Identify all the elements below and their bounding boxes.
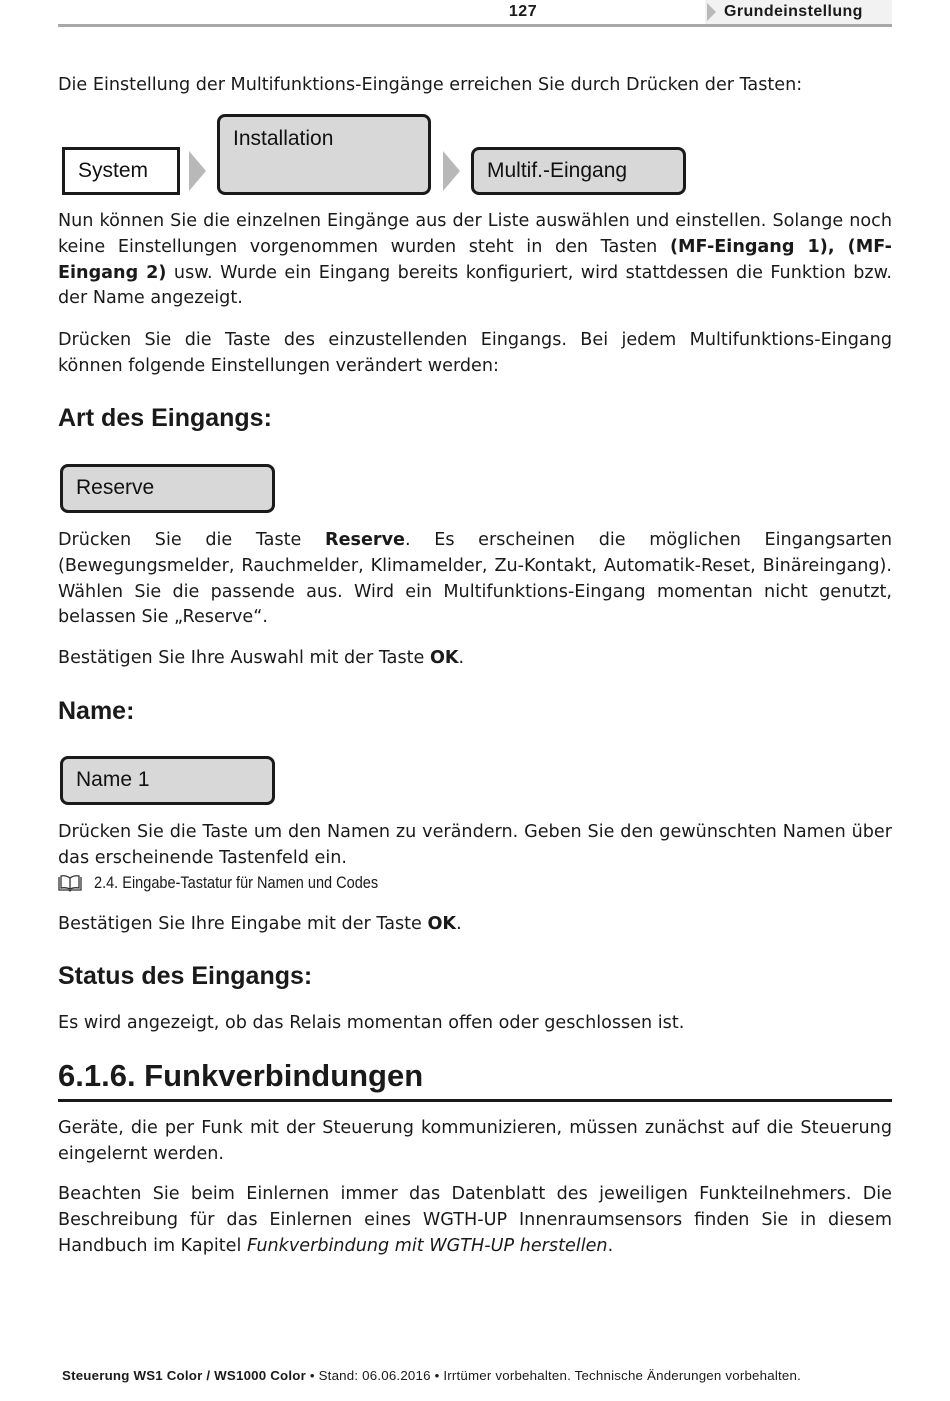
text-run: Nun können Sie die einzelnen Eingänge aus der Liste auswählen und einstellen. Solange noch keine Einstellungen vorgenommen wurden steht in den Tasten bbox=[58, 211, 892, 257]
chapter-title: Grundeinstellung bbox=[724, 3, 863, 20]
intro-paragraph: Die Einstellung der Multifunktions-Eingänge erreichen Sie durch Drücken der Tasten: bbox=[58, 75, 803, 95]
header-divider bbox=[58, 24, 892, 27]
funk-datasheet-paragraph bbox=[58, 1182, 892, 1259]
book-icon bbox=[58, 875, 82, 892]
bold-run: (MF-Eingang 1), (MF-Eingang 2) bbox=[58, 236, 892, 283]
text-run: . bbox=[607, 1235, 614, 1256]
art-description-paragraph bbox=[58, 528, 892, 631]
bold-run: OK bbox=[429, 648, 459, 668]
art-heading: Art des Eingangs: bbox=[58, 404, 272, 432]
name-confirm-paragraph bbox=[58, 912, 892, 938]
multif-eingang-button[interactable] bbox=[471, 147, 686, 195]
name-1-button[interactable] bbox=[60, 756, 275, 805]
page-footer bbox=[62, 1368, 892, 1383]
text-run: usw. Wurde ein Eingang bereits konfiguriert, wird stattdessen die Funktion bzw. der Name angezeigt. bbox=[58, 262, 892, 309]
section-divider bbox=[58, 1099, 892, 1102]
status-paragraph: Es wird angezeigt, ob das Relais momentan offen oder geschlossen ist. bbox=[58, 1013, 685, 1033]
name-1-button-label: Name 1 bbox=[76, 768, 150, 791]
system-button-label: System bbox=[78, 159, 149, 182]
status-heading: Status des Eingangs: bbox=[58, 962, 313, 990]
text-run: . bbox=[458, 648, 465, 668]
text-run: Drücken Sie die Taste bbox=[58, 530, 326, 550]
bold-run: OK bbox=[427, 914, 457, 934]
installation-button[interactable] bbox=[217, 114, 431, 195]
text-run: . Es erscheinen die möglichen Eingangsarten (Bewegungsmelder, Rauchmelder, Klimamelder, Zu-Kontakt, Automatik-Reset, Binäreingang). Wählen Sie die passende aus. Wird ein Multifunktions-Eingang momentan nicht genutzt, belassen Sie „Reserve“. bbox=[58, 530, 892, 628]
name-description-paragraph: Drücken Sie die Taste um den Namen zu verändern. Geben Sie den gewünschten Namen über das erscheinende Tastenfeld ein. bbox=[58, 822, 892, 868]
text-run: . bbox=[456, 914, 462, 934]
list-selection-paragraph bbox=[58, 209, 892, 312]
multif-eingang-button-label: Multif.-Eingang bbox=[487, 159, 628, 182]
text-run: Beachten Sie beim Einlernen immer das Datenblatt des jeweiligen Funkteilnehmers. Die Beschreibung für das Einlernen eines WGTH-UP Innenraumsensors finden Sie in diesem Handbuch im Kapitel bbox=[58, 1184, 892, 1256]
installation-button-label: Installation bbox=[233, 127, 334, 150]
footer-text: • Stand: 06.06.2016 • Irrtümer vorbehalten. Technische Änderungen vorbehalten. bbox=[305, 1368, 801, 1383]
reserve-button-label: Reserve bbox=[76, 476, 155, 499]
name-heading: Name: bbox=[58, 697, 135, 725]
chapter-arrow-icon bbox=[707, 3, 716, 21]
reserve-button[interactable] bbox=[60, 464, 275, 513]
reference-text: 2.4. Eingabe-Tastatur für Namen und Codes bbox=[94, 874, 379, 892]
art-confirm-paragraph bbox=[58, 646, 892, 672]
text-run: Bestätigen Sie Ihre Auswahl mit der Taste bbox=[58, 648, 430, 668]
system-button[interactable] bbox=[62, 147, 180, 195]
text-run: Bestätigen Sie Ihre Eingabe mit der Taste bbox=[58, 914, 428, 934]
footer-product: Steuerung WS1 Color / WS1000 Color bbox=[62, 1368, 306, 1383]
flow-arrow-icon bbox=[443, 151, 460, 191]
page-number: 127 bbox=[508, 3, 538, 20]
settings-intro-paragraph: Drücken Sie die Taste des einzustellenden Eingangs. Bei jedem Multifunktions-Eingang können folgende Einstellungen verändert werden: bbox=[58, 330, 892, 376]
section-heading: 6.1.6. Funkverbindungen bbox=[58, 1058, 424, 1093]
page-header bbox=[58, 0, 892, 26]
flow-arrow-icon bbox=[189, 151, 206, 191]
funk-intro-paragraph: Geräte, die per Funk mit der Steuerung kommunizieren, müssen zunächst auf die Steuerung eingelernt werden. bbox=[58, 1118, 892, 1164]
chapter-reference: Funkverbindung mit WGTH-UP herstellen bbox=[246, 1235, 608, 1256]
bold-run: Reserve bbox=[325, 530, 405, 550]
